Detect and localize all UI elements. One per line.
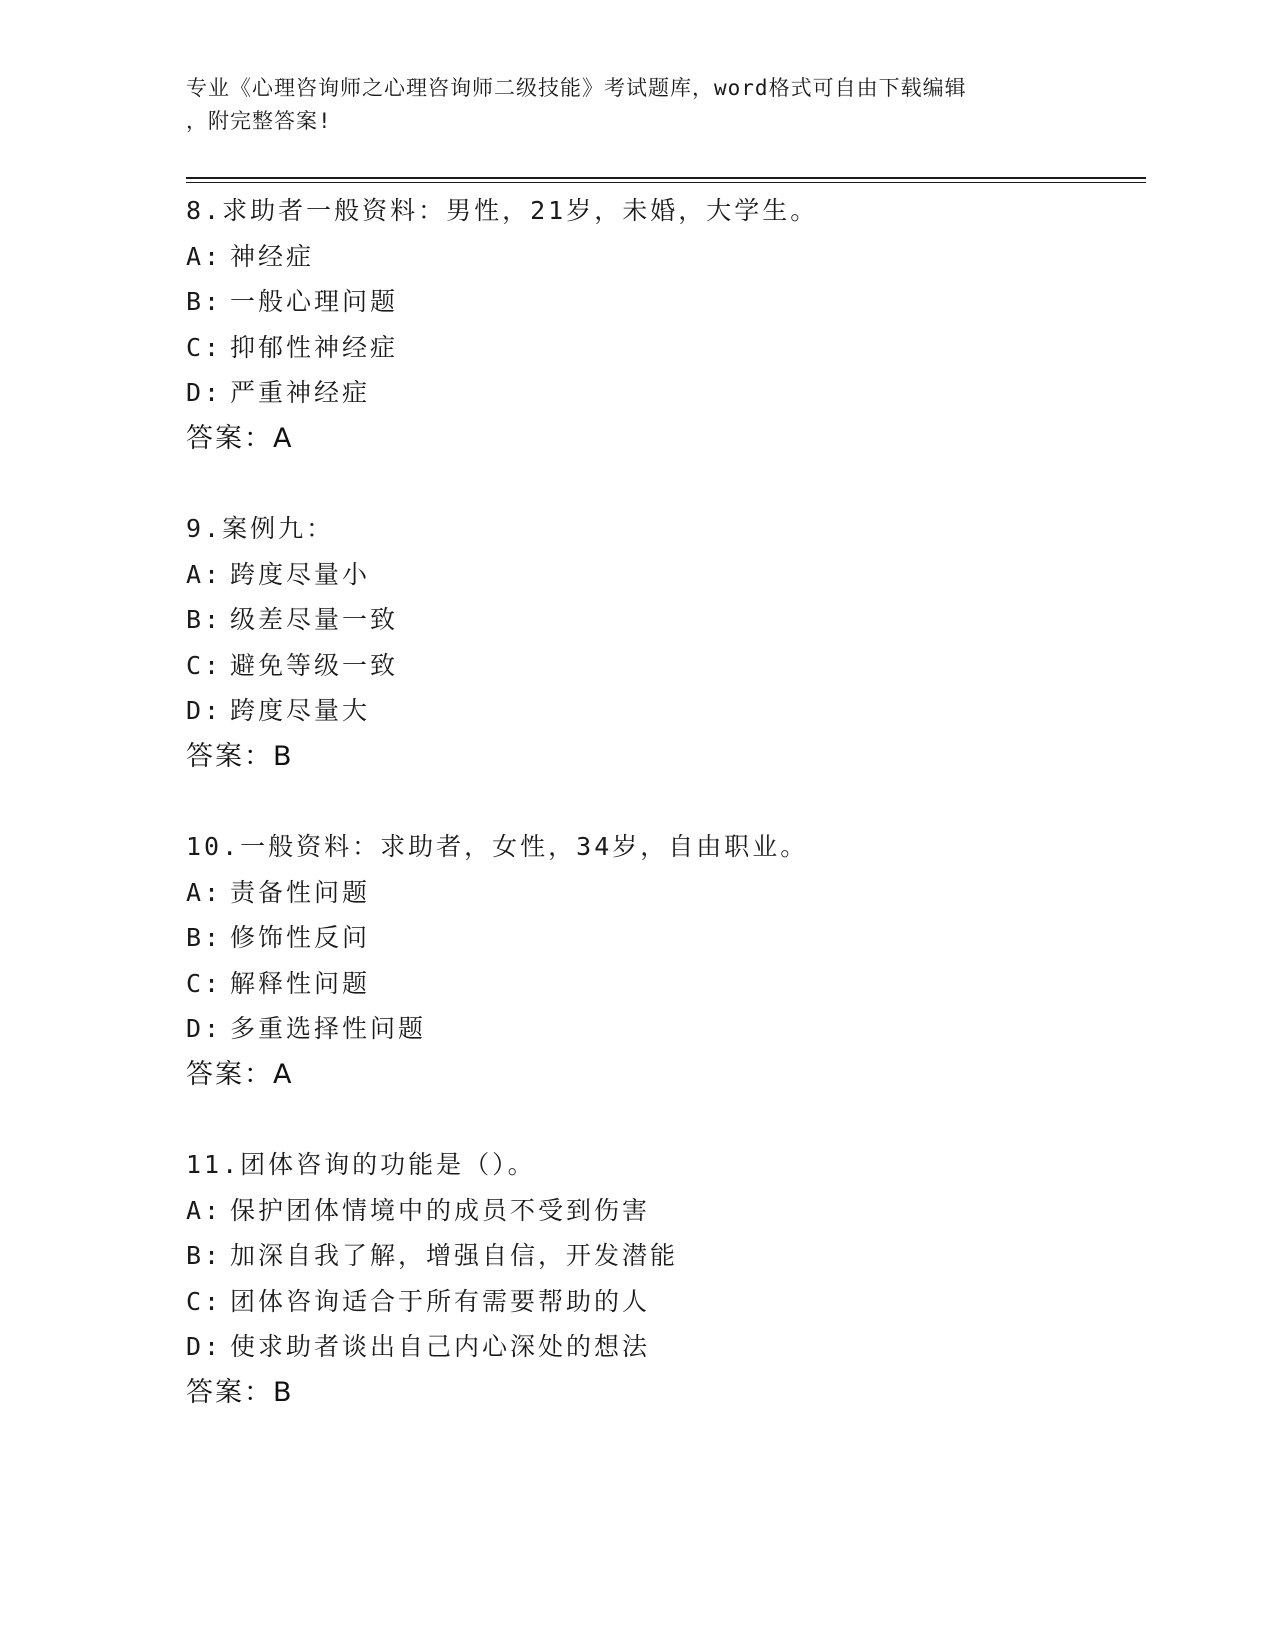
- option-key: D:: [186, 1332, 223, 1361]
- option-text: 多重选择性问题: [230, 1014, 427, 1043]
- option-text: 级差尽量一致: [230, 605, 399, 634]
- question-8: [186, 188, 1146, 506]
- option-text: 抑郁性神经症: [230, 332, 399, 362]
- option-a: [186, 552, 1146, 598]
- option-d: [186, 688, 1146, 734]
- option-key: D:: [186, 378, 223, 407]
- option-text: 责备性问题: [230, 877, 371, 907]
- option-key: B:: [186, 923, 223, 952]
- option-text: 严重神经症: [230, 378, 371, 407]
- answer-line: 答案：B: [186, 1376, 294, 1408]
- option-key: C:: [186, 1286, 223, 1316]
- option-b: [186, 279, 1146, 325]
- header-divider-thin: [186, 182, 1146, 183]
- option-key: C:: [186, 650, 223, 680]
- option-key: A:: [186, 1195, 223, 1225]
- option-a: [186, 234, 1146, 280]
- question-title: 10.一般资料：求助者，女性，34岁，自由职业。: [186, 832, 809, 861]
- question-list: [186, 188, 1146, 1460]
- option-a: [186, 1188, 1146, 1234]
- option-b: [186, 915, 1146, 961]
- option-key: C:: [186, 968, 223, 998]
- option-c: [186, 325, 1146, 371]
- option-c: [186, 643, 1146, 689]
- question-title: 11.团体咨询的功能是（）。: [186, 1150, 536, 1179]
- option-c: [186, 961, 1146, 1007]
- option-b: [186, 1233, 1146, 1279]
- header-line-2: ，附完整答案!: [186, 109, 332, 133]
- option-key: C:: [186, 332, 223, 362]
- answer-line: 答案：A: [186, 422, 294, 454]
- option-key: D:: [186, 1014, 223, 1043]
- option-key: D:: [186, 696, 223, 725]
- option-text: 避免等级一致: [230, 650, 399, 680]
- option-text: 使求助者谈出自己内心深处的想法: [230, 1332, 651, 1361]
- option-text: 修饰性反问: [230, 923, 371, 952]
- option-text: 团体咨询适合于所有需要帮助的人: [230, 1286, 651, 1316]
- header-divider-thick: [186, 177, 1146, 179]
- option-text: 保护团体情境中的成员不受到伤害: [230, 1195, 651, 1225]
- answer-line: 答案：A: [186, 1058, 294, 1090]
- option-d: [186, 1006, 1146, 1052]
- header-line-1: 专业《心理咨询师之心理咨询师二级技能》考试题库，word格式可自由下载编辑: [186, 76, 967, 100]
- option-text: 跨度尽量大: [230, 696, 371, 725]
- option-key: B:: [186, 605, 223, 634]
- option-a: [186, 870, 1146, 916]
- option-text: 神经症: [230, 241, 315, 271]
- option-b: [186, 597, 1146, 643]
- option-key: A:: [186, 559, 223, 589]
- option-key: B:: [186, 1241, 223, 1270]
- option-text: 加深自我了解，增强自信，开发潜能: [230, 1241, 679, 1270]
- question-10: [186, 824, 1146, 1142]
- question-9: [186, 506, 1146, 824]
- option-text: 跨度尽量小: [230, 559, 371, 589]
- option-text: 解释性问题: [230, 968, 371, 998]
- option-d: [186, 370, 1146, 416]
- option-key: A:: [186, 241, 223, 271]
- question-title: 8.求助者一般资料：男性，21岁，未婚，大学生。: [186, 196, 819, 225]
- question-11: [186, 1142, 1146, 1460]
- option-text: 一般心理问题: [230, 287, 399, 316]
- option-key: A:: [186, 877, 223, 907]
- option-d: [186, 1324, 1146, 1370]
- option-c: [186, 1279, 1146, 1325]
- option-key: B:: [186, 287, 223, 316]
- question-title: 9.案例九：: [186, 514, 335, 543]
- answer-line: 答案：B: [186, 740, 294, 772]
- document-header: [186, 72, 1086, 138]
